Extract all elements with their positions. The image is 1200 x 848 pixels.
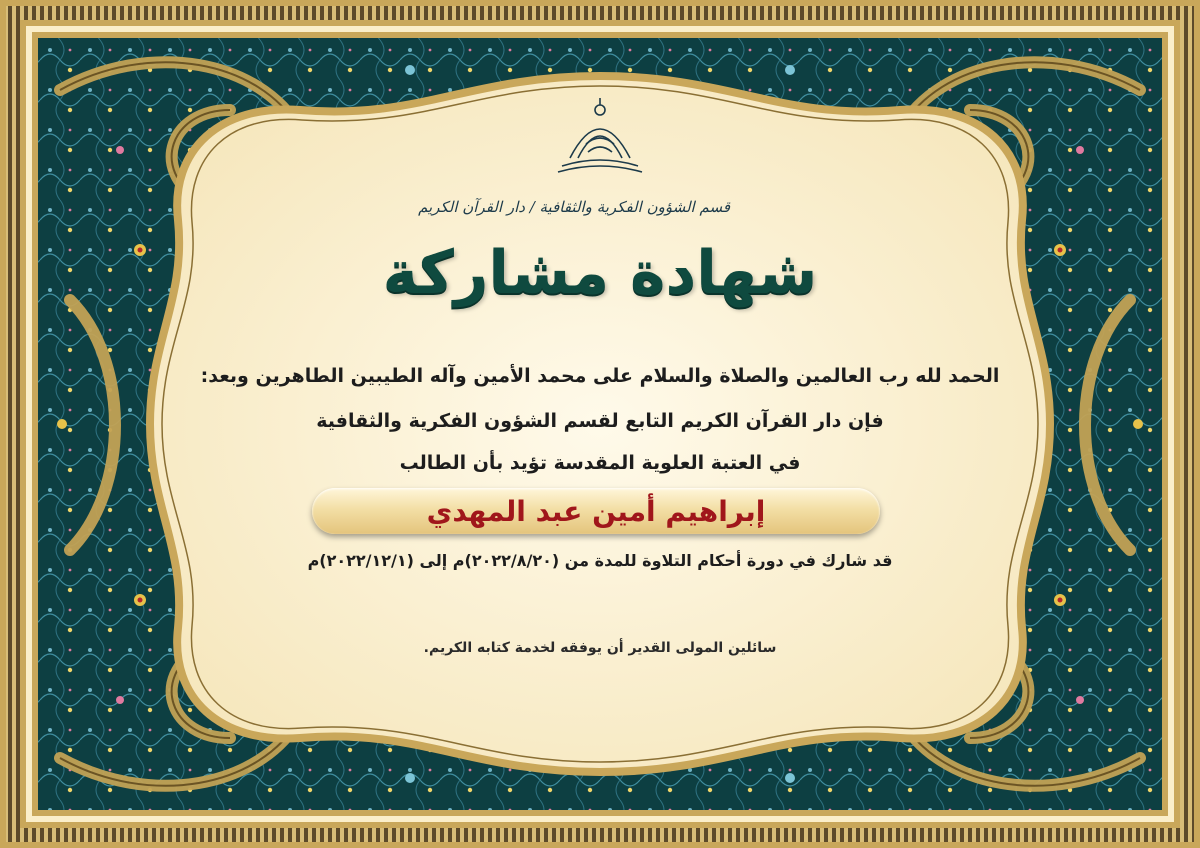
- issuer-text-line-1: فإن دار القرآن الكريم التابع لقسم الشؤون الفكرية والثقافية: [316, 410, 884, 432]
- closing-text: سائلين المولى القدير أن يوفقه لخدمة كتابه الكريم.: [423, 640, 777, 656]
- department-subheading: قسم الشؤون الفكرية والثقافية / دار القرآن الكريم: [418, 198, 730, 216]
- shrine-seal-icon: [548, 96, 652, 176]
- recipient-name-banner: [312, 488, 880, 534]
- certificate-title: شهادة مشاركة: [382, 238, 818, 308]
- participation-text: قد شارك في دورة أحكام التلاوة للمدة من (٢٠٢٢/٨/٢٠)م إلى (٢٠٢٢/١٢/١)م: [307, 551, 893, 570]
- recipient-name: إبراهيم أمين عبد المهدي: [426, 494, 766, 528]
- preamble-text: الحمد لله رب العالمين والصلاة والسلام على محمد الأمين وآله الطيبين الطاهرين وبعد:: [200, 365, 1000, 387]
- issuer-text-line-2: في العتبة العلوية المقدسة تؤيد بأن الطالب: [399, 452, 801, 474]
